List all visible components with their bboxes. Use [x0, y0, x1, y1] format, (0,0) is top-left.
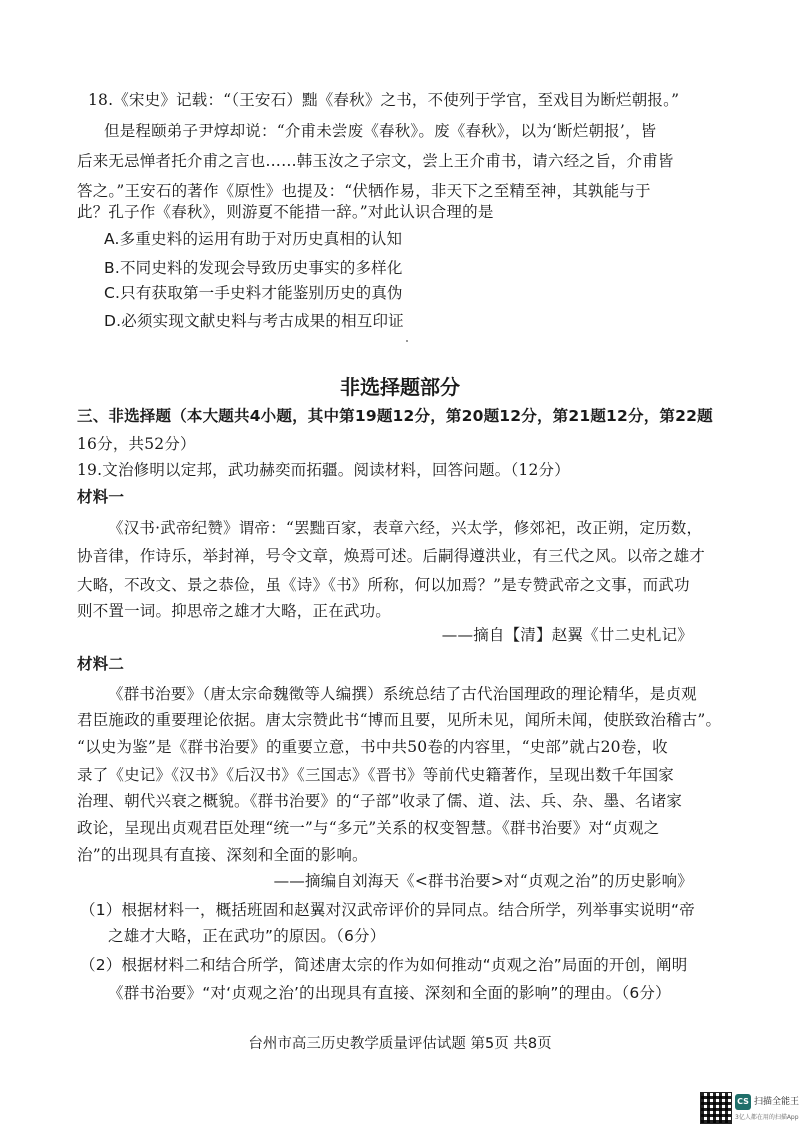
section-title: 非选择题部分 [340, 375, 460, 399]
material2-line-3: “以史为鉴”是《群书治要》的重要立意，书中共50卷的内容里，“史部”就占20卷，收 [77, 738, 668, 756]
material1-line-3: 大略，不改文、景之恭俭，虽《诗》《书》所称，何以加焉？”是专赞武帝之文事，而武功 [77, 576, 690, 594]
q18-line-4: 答之。”王安石的著作《原性》也提及：“伏牺作易，非天下之至精至神，其孰能与于 [77, 182, 651, 200]
watermark-name: 扫描全能王 [754, 1097, 800, 1107]
material2-line-2: 君臣施政的重要理论依据。唐太宗赞此书“博而且要，见所未见，闻所未闻，使朕致治稽古”。 [77, 711, 722, 729]
section-intro-line-2: 16分，共52分） [77, 435, 196, 453]
q19-stem: 19.文治修明以定邦，武功赫奕而拓疆。阅读材料，回答问题。（12分） [77, 461, 570, 479]
material2-label: 材料二 [77, 655, 125, 673]
sub-question-1-line-2: 之雄才大略，正在武功”的原因。（6分） [108, 927, 386, 945]
q18-line-3: 后来无忌惮者托介甫之言也……韩玉汝之子宗文，尝上王介甫书，请六经之旨，介甫皆 [77, 152, 674, 170]
material1-line-2: 协音律，作诗乐，举封禅，号令文章，焕焉可述。后嗣得遵洪业，有三代之风。以帝之雄才 [77, 547, 706, 565]
material2-line-5: 治理、朝代兴衰之概貌。《群书治要》的“子部”收录了儒、道、法、兵、杂、墨、名诸家 [77, 792, 683, 810]
material2-source: ——摘编自刘海天《<群书治要>对“贞观之治”的历史影响》 [273, 872, 693, 890]
material2-line-7: 治”的出现具有直接、深刻和全面的影响。 [77, 846, 368, 864]
material1-line-4: 则不置一词。抑思帝之雄才大略，正在武功。 [77, 602, 392, 620]
material1-label: 材料一 [77, 488, 125, 506]
q18-line-1: 18.《宋史》记载：“（王安石）黜《春秋》之书，不使列于学官，至戏目为断烂朝报。” [88, 91, 680, 109]
q18-option-c: C.只有获取第一手史料才能鉴别历史的真伪 [104, 284, 403, 302]
camscanner-logo-icon: CS [735, 1094, 751, 1110]
material2-line-1: 《群书治要》（唐太宗命魏徵等人编撰）系统总结了古代治国理政的理论精华，是贞观 [108, 685, 697, 703]
sub-question-2-line-1: （2）根据材料二和结合所学，简述唐太宗的作为如何推动“贞观之治”局面的开创，阐明 [80, 956, 688, 974]
watermark-subtitle: 3亿人都在用的扫描App [735, 1114, 799, 1121]
qr-code-icon [700, 1092, 732, 1124]
section-intro-line-1: 三、非选择题（本大题共4小题，其中第19题12分，第20题12分，第21题12分，第22题 [77, 407, 713, 425]
q18-option-b: B.不同史料的发现会导致历史事实的多样化 [104, 259, 403, 277]
scanner-watermark [700, 1090, 800, 1126]
page-footer: 台州市高三历史教学质量评估试题 第5页 共8页 [248, 1036, 552, 1052]
q18-line-5: 此？孔子作《春秋》，则游夏不能措一辞。”对此认识合理的是 [77, 203, 494, 221]
q18-option-a: A.多重史料的运用有助于对历史真相的认知 [104, 230, 403, 248]
sub-question-2-line-2: 《群书治要》“对‘贞观之治’的出现具有直接、深刻和全面的影响”的理由。（6分） [108, 984, 671, 1002]
sub-question-1-line-1: （1）根据材料一，概括班固和赵翼对汉武帝评价的异同点。结合所学，列举事实说明“帝 [80, 901, 695, 919]
material1-line-1: 《汉书·武帝纪赞》谓帝：“罢黜百家，表章六经，兴太学，修郊祀，改正朔，定历数， [108, 519, 703, 537]
material2-line-6: 政论，呈现出贞观君臣处理“统一”与“多元”关系的权变智慧。《群书治要》对“贞观之 [77, 819, 660, 837]
q18-option-d: D.必须实现文献史料与考古成果的相互印证 [104, 312, 404, 330]
q18-line-2: 但是程颐弟子尹焞却说：“介甫未尝废《春秋》。废《春秋》，以为‘断烂朝报’，皆 [104, 122, 657, 140]
stray-mark [406, 340, 408, 342]
material2-line-4: 录了《史记》《汉书》《后汉书》《三国志》《晋书》等前代史籍著作，呈现出数千年国家 [77, 766, 675, 784]
material1-source: ——摘自【清】赵翼《廿二史札记》 [441, 626, 693, 644]
